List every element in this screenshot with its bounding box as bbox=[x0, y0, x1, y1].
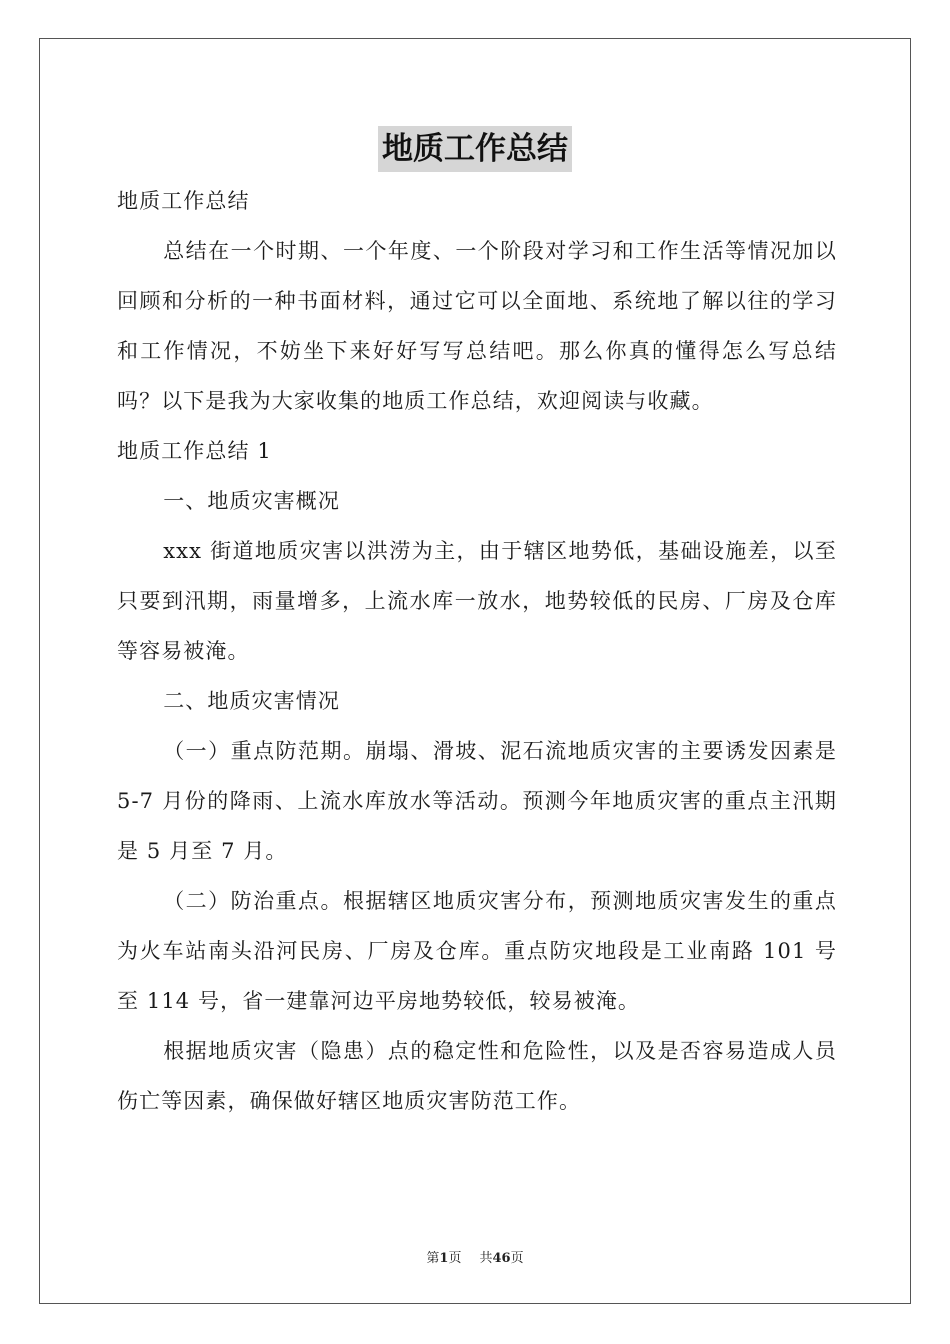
page-suffix: 页 bbox=[448, 1251, 462, 1266]
paragraph-subheading-1: 一、地质灾害概况 bbox=[163, 489, 340, 513]
paragraph-heading: 地质工作总结 bbox=[117, 189, 250, 213]
total-suffix: 页 bbox=[510, 1251, 524, 1266]
paragraph-subheading-2: 二、地质灾害情况 bbox=[163, 689, 340, 713]
page-prefix: 第 bbox=[426, 1251, 440, 1266]
document-title: 地质工作总结 bbox=[378, 126, 572, 172]
paragraph-intro: 总结在一个时期、一个年度、一个阶段对学习和工作生活等情况加以回顾和分析的一种书面材料，通过它可以全面地、系统地了解以往的学习和工作情况，不妨坐下来好好写写总结吧。那么你真的懂得怎么写总结吗？以下是我为大家收集的地质工作总结，欢迎阅读与收藏。 bbox=[117, 239, 837, 413]
paragraph-key-period: （一）重点防范期。崩塌、滑坡、泥石流地质灾害的主要诱发因素是 5-7 月份的降雨、上流水库放水等活动。预测今年地质灾害的重点主汛期是 5 月至 7 月。 bbox=[117, 739, 837, 863]
paragraph-conclusion: 根据地质灾害（隐患）点的稳定性和危险性，以及是否容易造成人员伤亡等因素，确保做好辖区地质灾害防范工作。 bbox=[117, 1039, 837, 1113]
page-total: 46 bbox=[492, 1251, 511, 1266]
paragraph-overview: xxx 街道地质灾害以洪涝为主，由于辖区地势低，基础设施差，以至只要到汛期，雨量增多，上流水库一放水，地势较低的民房、厂房及仓库等容易被淹。 bbox=[117, 539, 837, 663]
document-body bbox=[117, 176, 837, 1126]
total-prefix: 共 bbox=[479, 1251, 493, 1266]
paragraph-key-areas: （二）防治重点。根据辖区地质灾害分布，预测地质灾害发生的重点为火车站南头沿河民房、厂房及仓库。重点防灾地段是工业南路 101 号至 114 号，省一建靠河边平房地势较低，较易被淹。 bbox=[117, 889, 837, 1013]
page-current: 1 bbox=[439, 1251, 449, 1266]
page-footer bbox=[0, 1247, 950, 1266]
title-container bbox=[0, 126, 950, 172]
paragraph-section-title: 地质工作总结 1 bbox=[117, 439, 272, 463]
